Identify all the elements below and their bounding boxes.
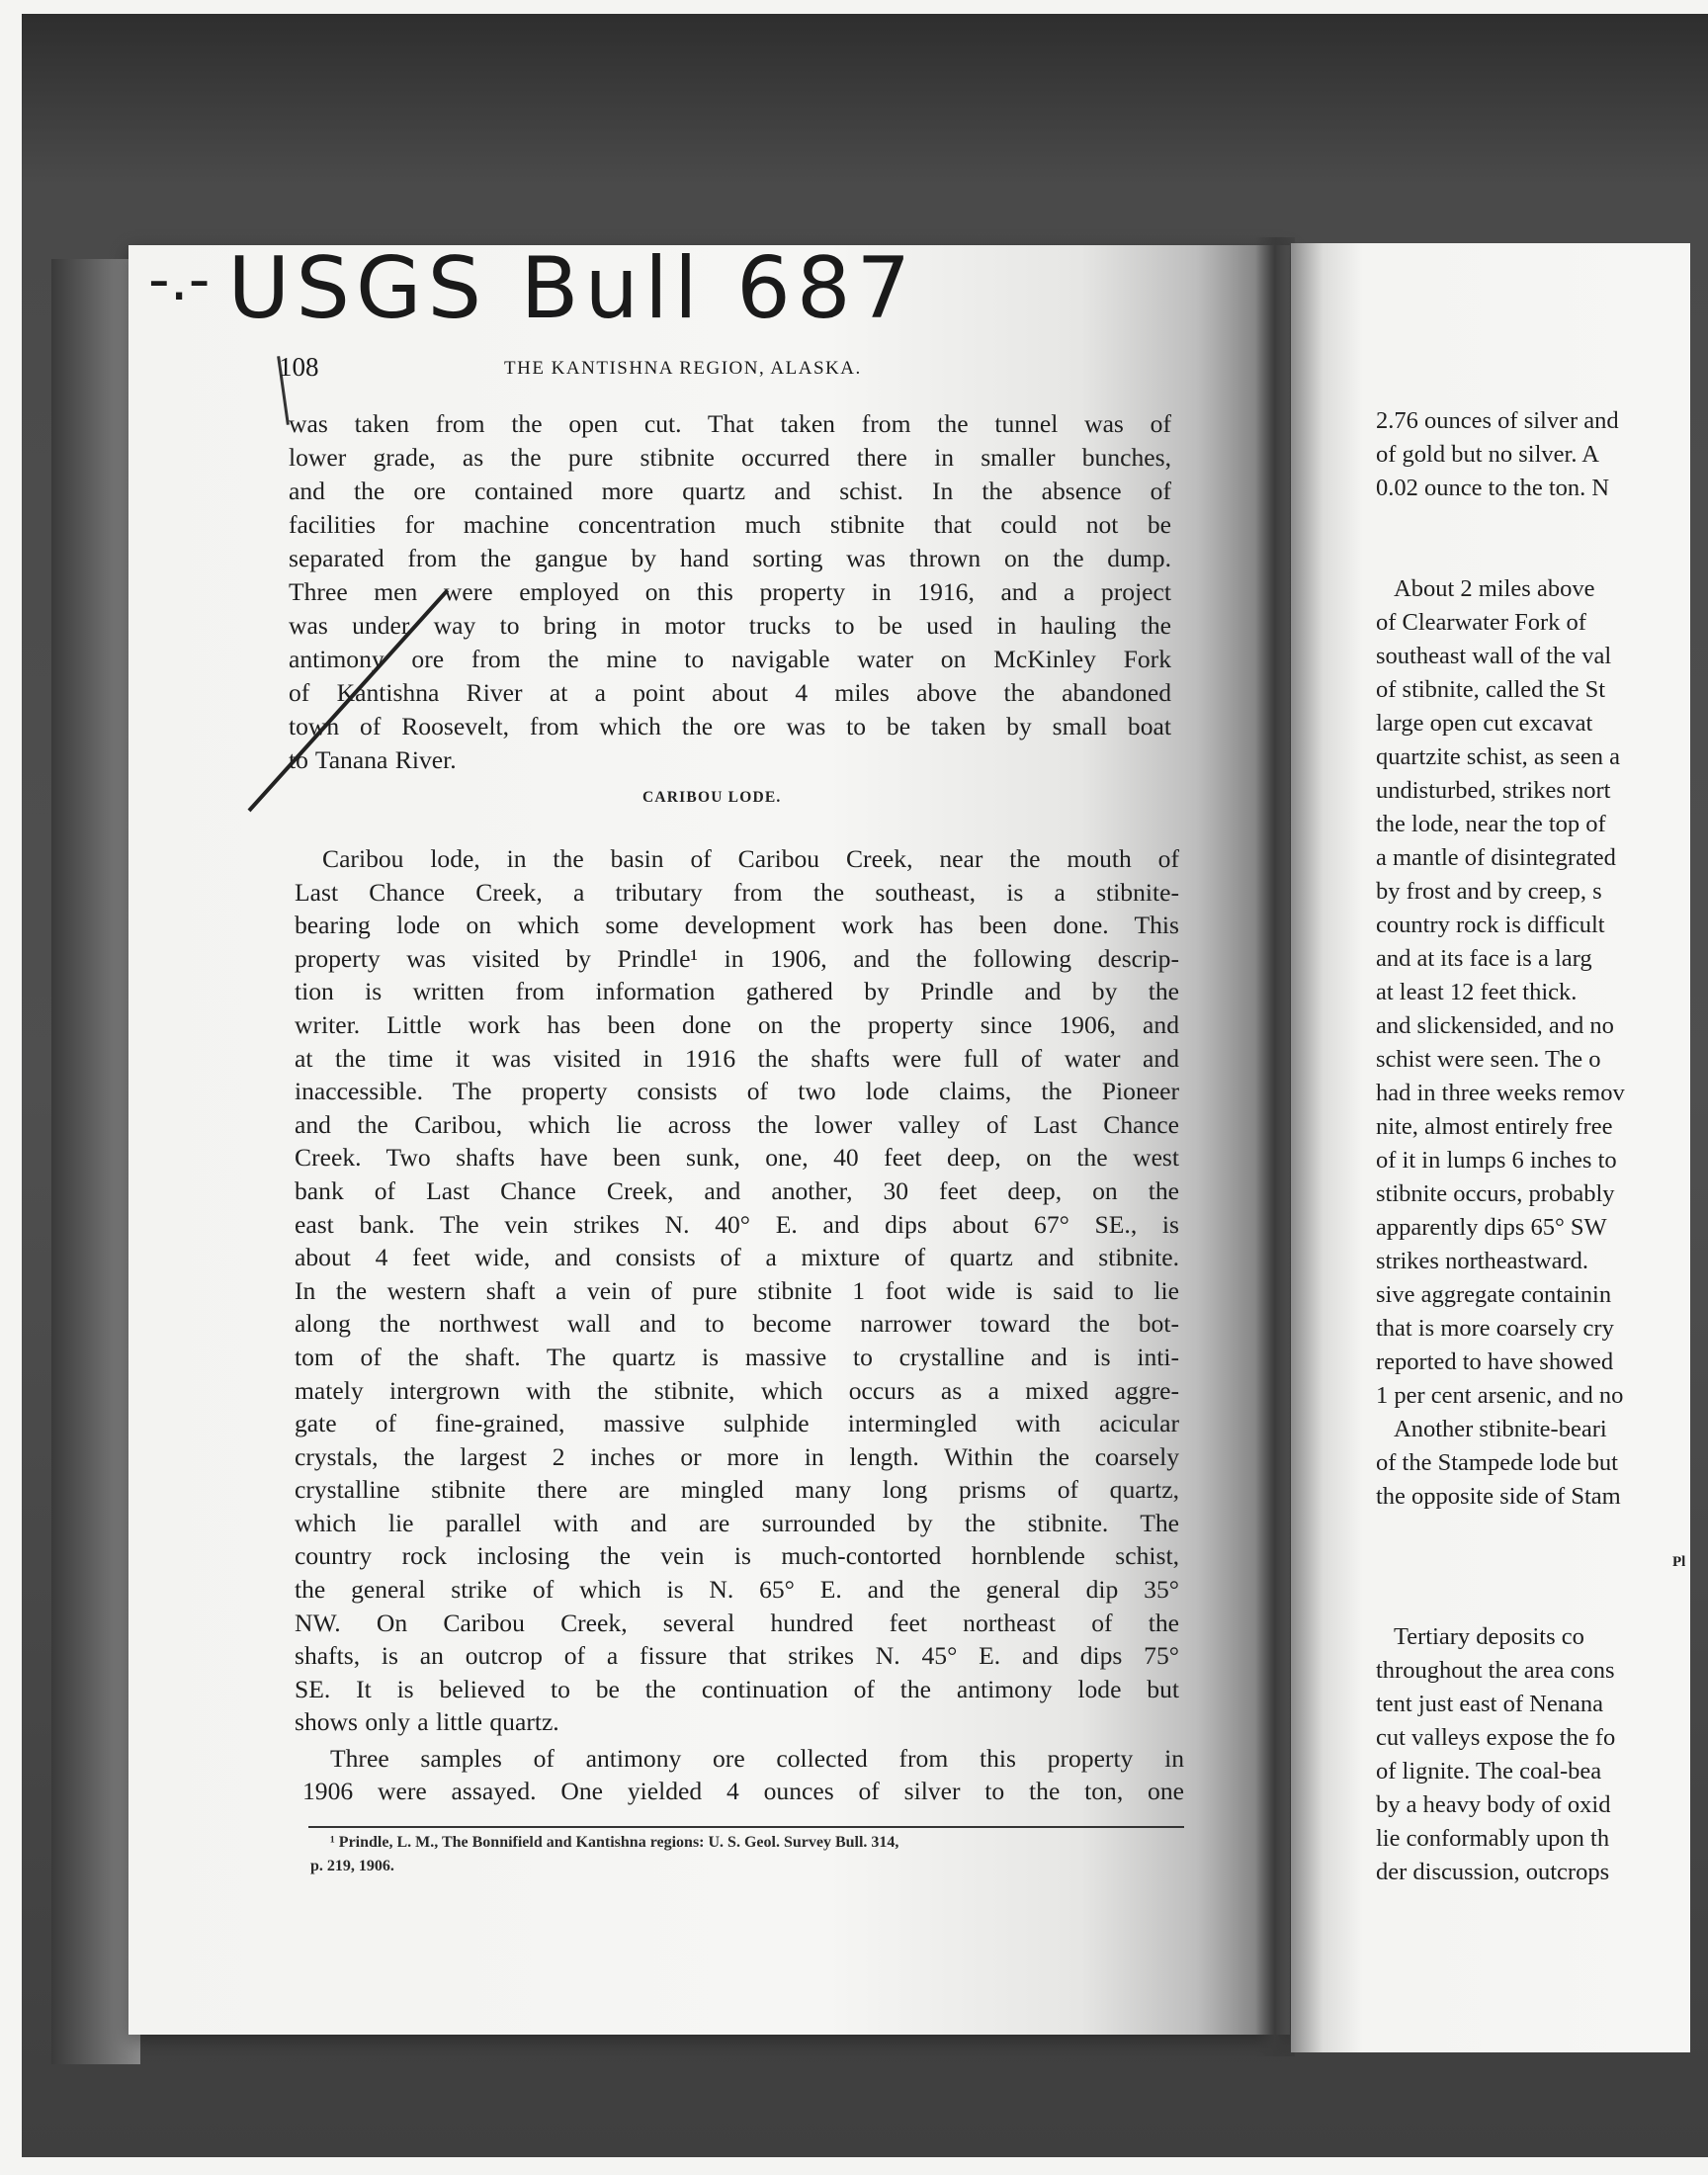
text-line: crystals, the largest 2 inches or more in length. Within the coarsely	[295, 1441, 1179, 1471]
text-line: to Tanana River.	[289, 745, 457, 774]
right-page-line: nite, almost entirely free	[1376, 1113, 1613, 1140]
right-page-line: of stibnite, called the St	[1376, 676, 1606, 703]
right-page-line: of lignite. The coal-bea	[1376, 1758, 1602, 1784]
right-page-line: lie conformably upon th	[1376, 1825, 1610, 1852]
right-page-line: stibnite occurs, probably	[1376, 1180, 1615, 1207]
right-page-line: Tertiary deposits co	[1394, 1623, 1584, 1650]
text-line: inaccessible. The property consists of two lode claims, the Pioneer	[295, 1077, 1179, 1106]
right-page-line: cut valleys expose the fo	[1376, 1724, 1616, 1751]
paragraph-3	[302, 1742, 1184, 1807]
text-line: Three samples of antimony ore collected from this property in	[330, 1744, 1184, 1773]
section-heading: CARIBOU LODE.	[642, 789, 782, 806]
handwritten-note: USGS Bull 687	[227, 239, 917, 338]
text-line: property was visited by Prindle¹ in 1906, and the following descrip-	[295, 943, 1179, 973]
text-line: shafts, is an outcrop of a fissure that strikes N. 45° E. and dips 75°	[295, 1641, 1179, 1671]
text-line: lower grade, as the pure stibnite occurred there in smaller bunches,	[289, 443, 1171, 472]
text-line: mately intergrown with the stibnite, which occurs as a mixed aggre-	[295, 1375, 1179, 1405]
text-line: 1906 were assayed. One yielded 4 ounces of silver to the ton, one	[302, 1777, 1184, 1805]
right-page-line: of the Stampede lode but	[1376, 1449, 1618, 1476]
page-header	[279, 352, 1188, 392]
right-page-line: 1 per cent arsenic, and no	[1376, 1382, 1624, 1409]
text-line: NW. On Caribou Creek, several hundred feet northeast of the	[295, 1608, 1179, 1637]
right-page-line: About 2 miles above	[1394, 575, 1595, 602]
text-line: Three men were employed on this property in 1916, and a project	[289, 577, 1171, 606]
text-line: Last Chance Creek, a tributary from the southeast, is a stibnite-	[295, 877, 1179, 907]
text-line: shows only a little quartz.	[295, 1707, 559, 1737]
right-page-line: and at its face is a larg	[1376, 945, 1592, 972]
right-page-line: throughout the area cons	[1376, 1657, 1615, 1684]
text-line: separated from the gangue by hand sorting was thrown on the dump.	[289, 544, 1171, 572]
footnote	[310, 1831, 1188, 1878]
text-line: tion is written from information gathered by Prindle and by the	[295, 977, 1179, 1006]
paragraph-2	[295, 842, 1179, 1739]
right-page-line: reported to have showed	[1376, 1348, 1614, 1375]
right-page-line: schist were seen. The o	[1376, 1046, 1601, 1073]
footnote-line: p. 219, 1906.	[310, 1858, 394, 1874]
right-page-line: der discussion, outcrops	[1376, 1859, 1610, 1885]
text-line: SE. It is believed to be the continuation of the antimony lode but	[295, 1674, 1179, 1703]
right-page-line: Pl	[1672, 1554, 1686, 1570]
text-line: country rock inclosing the vein is much-contorted hornblende schist,	[295, 1541, 1179, 1571]
right-page-line: strikes northeastward.	[1376, 1248, 1588, 1274]
footnote-line: ¹ Prindle, L. M., The Bonnifield and Kantishna regions: U. S. Geol. Survey Bull. 314,	[330, 1834, 899, 1851]
right-page-line: of Clearwater Fork of	[1376, 609, 1586, 636]
right-page-line: a mantle of disintegrated	[1376, 844, 1616, 871]
text-line: the general strike of which is N. 65° E. and the general dip 35°	[295, 1575, 1179, 1605]
right-page-line: 0.02 ounce to the ton. N	[1376, 475, 1610, 501]
text-line: In the western shaft a vein of pure stibnite 1 foot wide is said to lie	[295, 1275, 1179, 1305]
text-line: and the ore contained more quartz and schist. In the absence of	[289, 477, 1171, 505]
text-line: bearing lode on which some development work has been done. This	[295, 911, 1179, 940]
handwritten-dash: -.-	[148, 245, 211, 314]
text-line: was taken from the open cut. That taken from the tunnel was of	[289, 409, 1171, 438]
text-line: Caribou lode, in the basin of Caribou Creek, near the mouth of	[322, 844, 1179, 873]
text-line: tom of the shaft. The quartz is massive to crystalline and is inti-	[295, 1342, 1179, 1371]
right-page-line: of it in lumps 6 inches to	[1376, 1147, 1617, 1174]
text-line: gate of fine-grained, massive sulphide intermingled with acicular	[295, 1409, 1179, 1438]
right-page-line: at least 12 feet thick.	[1376, 979, 1578, 1005]
right-page-line: the opposite side of Stam	[1376, 1483, 1621, 1510]
right-page-line: the lode, near the top of	[1376, 811, 1606, 837]
right-page-line: country rock is difficult	[1376, 912, 1605, 938]
right-page-line: quartzite schist, as seen a	[1376, 743, 1620, 770]
right-page-line: southeast wall of the val	[1376, 643, 1612, 669]
text-line: antimony ore from the mine to navigable water on McKinley Fork	[289, 645, 1171, 673]
text-line: writer. Little work has been done on the property since 1906, and	[295, 1009, 1179, 1039]
right-page-line: by frost and by creep, s	[1376, 878, 1602, 905]
paragraph-1	[289, 407, 1171, 777]
right-page-line: large open cut excavat	[1376, 710, 1593, 737]
right-page-line: Another stibnite-beari	[1394, 1416, 1607, 1442]
text-line: town of Roosevelt, from which the ore was to be taken by small boat	[289, 712, 1171, 740]
text-line: crystalline stibnite there are mingled many long prisms of quartz,	[295, 1475, 1179, 1505]
page-number: 108	[279, 352, 319, 382]
right-page-line: 2.76 ounces of silver and	[1376, 407, 1619, 434]
right-page-line: undisturbed, strikes nort	[1376, 777, 1611, 804]
text-line: bank of Last Chance Creek, and another, 30 feet deep, on the	[295, 1175, 1179, 1205]
text-line: and the Caribou, which lie across the lower valley of Last Chance	[295, 1109, 1179, 1139]
text-line: at the time it was visited in 1916 the shafts were full of water and	[295, 1043, 1179, 1073]
right-page-line: of gold but no silver. A	[1376, 441, 1599, 468]
book-spine-edge	[51, 259, 140, 2064]
right-page-line: that is more coarsely cry	[1376, 1315, 1614, 1342]
text-line: Creek. Two shafts have been sunk, one, 40 feet deep, on the west	[295, 1143, 1179, 1173]
footnote-rule	[308, 1826, 1184, 1828]
text-line: which lie parallel with and are surrounded by the stibnite. The	[295, 1508, 1179, 1537]
book-gutter	[1255, 237, 1295, 2056]
right-page-line: had in three weeks remov	[1376, 1080, 1625, 1106]
right-page-line: tent just east of Nenana	[1376, 1691, 1603, 1717]
right-page-line: apparently dips 65° SW	[1376, 1214, 1607, 1241]
text-line: east bank. The vein strikes N. 40° E. and dips about 67° SE., is	[295, 1209, 1179, 1239]
handwritten-annotation	[148, 239, 1038, 348]
right-page-line: sive aggregate containin	[1376, 1281, 1612, 1308]
text-line: was under way to bring in motor trucks to be used in hauling the	[289, 611, 1171, 640]
text-line: about 4 feet wide, and consists of a mixture of quartz and stibnite.	[295, 1243, 1179, 1272]
running-head: THE KANTISHNA REGION, ALASKA.	[504, 358, 862, 379]
text-line: of Kantishna River at a point about 4 miles above the abandoned	[289, 678, 1171, 707]
text-line: facilities for machine concentration much stibnite that could not be	[289, 510, 1171, 539]
text-line: along the northwest wall and to become narrower toward the bot-	[295, 1309, 1179, 1339]
right-page-line: and slickensided, and no	[1376, 1012, 1614, 1039]
right-page-line: by a heavy body of oxid	[1376, 1791, 1611, 1818]
